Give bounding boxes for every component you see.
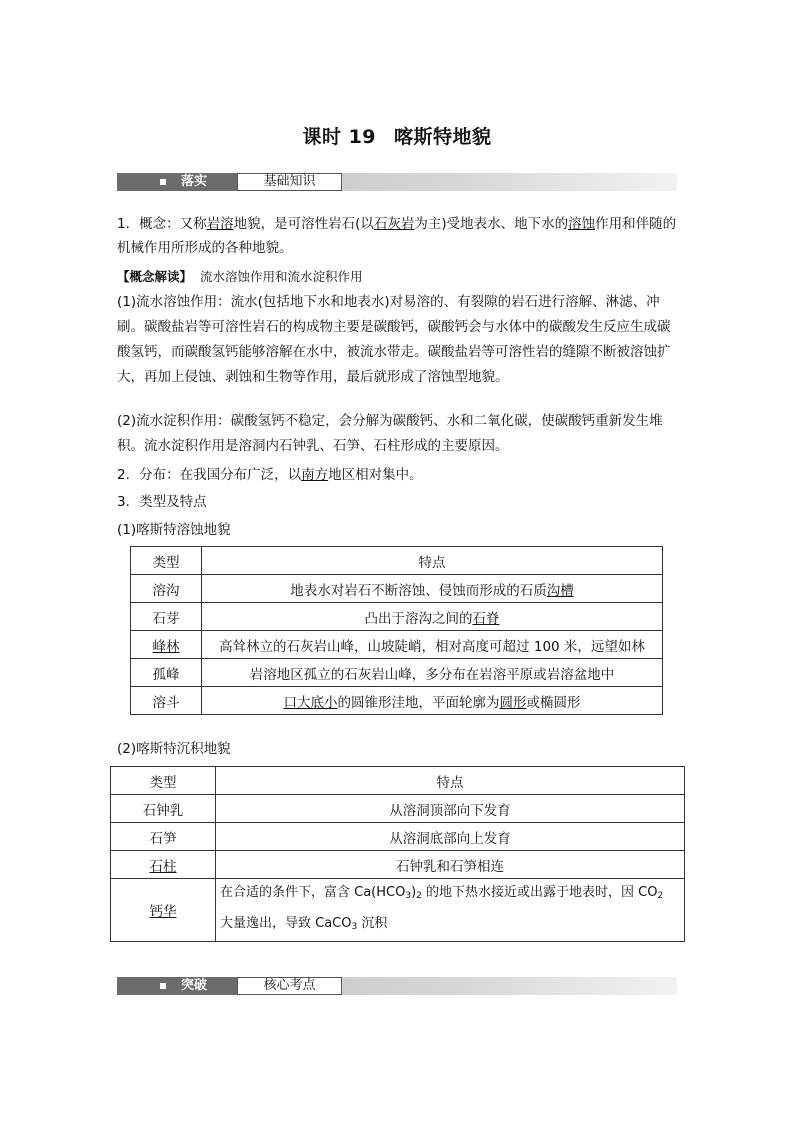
- subheading-deposition-landforms: (2)喀斯特沉积地貌: [117, 741, 231, 757]
- table-row: 石芽 凸出于溶沟之间的石脊: [131, 603, 663, 631]
- section-label: 基础知识: [237, 173, 342, 191]
- square-bullet-icon: [160, 983, 166, 989]
- lesson-number: 课时 19: [302, 126, 377, 148]
- section-header-basic: [117, 173, 677, 191]
- table-row: 石钟乳 从溶洞顶部向下发育: [111, 795, 685, 823]
- paragraph-types: 3．类型及特点: [117, 494, 207, 510]
- table-row: 孤峰 岩溶地区孤立的石灰岩山峰，多分布在岩溶平原或岩溶盆地中: [131, 659, 663, 687]
- table-row: 溶沟 地表水对岩石不断溶蚀、侵蚀而形成的石质沟槽: [131, 575, 663, 603]
- section-header-core: [117, 977, 677, 995]
- table-dissolution-landforms: [130, 546, 663, 715]
- square-bullet-icon: [160, 179, 166, 185]
- table-header-row: 类型 特点: [131, 547, 663, 575]
- table-header-row: 类型 特点: [111, 767, 685, 795]
- page-title: [0, 122, 794, 149]
- section-tag: 落实: [117, 173, 237, 191]
- table-deposition-landforms: [110, 766, 685, 942]
- section-label: 核心考点: [237, 977, 342, 995]
- lesson-topic: 喀斯特地貌: [394, 126, 492, 148]
- section-tag: 突破: [117, 977, 237, 995]
- table-row: 石柱 石钟乳和石笋相连: [111, 851, 685, 879]
- paragraph-distribution: 2．分布：在我国分布广泛，以南方地区相对集中。: [117, 467, 423, 483]
- paragraph-deposition: (2)流水淀积作用：碳酸氢钙不稳定，会分解为碳酸钙、水和二氧化碳，使碳酸钙重新发生堆积。流水淀积作用是溶洞内石钟乳、石笋、石柱形成的主要原因。: [117, 413, 663, 454]
- table-row: 峰林 高耸林立的石灰岩山峰，山坡陡峭，相对高度可超过 100 米，远望如林: [131, 631, 663, 659]
- paragraph-dissolution: (1)流水溶蚀作用：流水(包括地下水和地表水)对易溶的、有裂隙的岩石进行溶解、淋滤、冲刷。碳酸盐岩等可溶性岩石的构成物主要是碳酸钙，碳酸钙会与水体中的碳酸发生反应生成碳酸氢钙，而碳酸氢钙能够溶解在水中，被流水带走。碳酸盐岩等可溶性岩的缝隙不断被溶蚀扩大，再加上侵蚀、剥蚀和生物等作用，最后就形成了溶蚀型地貌。: [117, 294, 671, 385]
- table-row: 石笋 从溶洞底部向上发育: [111, 823, 685, 851]
- paragraph-concept: 1．概念：又称岩溶地貌，是可溶性岩石(以石灰岩为主)受地表水、地下水的溶蚀作用和伴随的机械作用所形成的各种地貌。: [117, 216, 677, 256]
- table-row: 钙华 在合适的条件下，富含 $Ca(HCO_3)_2$ 的地下热水接近或出露于地表时，因 $CO_2$ 大量逸出，导致 CaCO$_3$ 沉积: [111, 879, 685, 942]
- subheading-dissolution-landforms: (1)喀斯特溶蚀地貌: [117, 522, 231, 538]
- concept-heading: 【概念解读】 流水溶蚀作用和流水淀积作用: [117, 269, 363, 284]
- table-row: 溶斗 口大底小的圆锥形洼地，平面轮廓为圆形或椭圆形: [131, 687, 663, 715]
